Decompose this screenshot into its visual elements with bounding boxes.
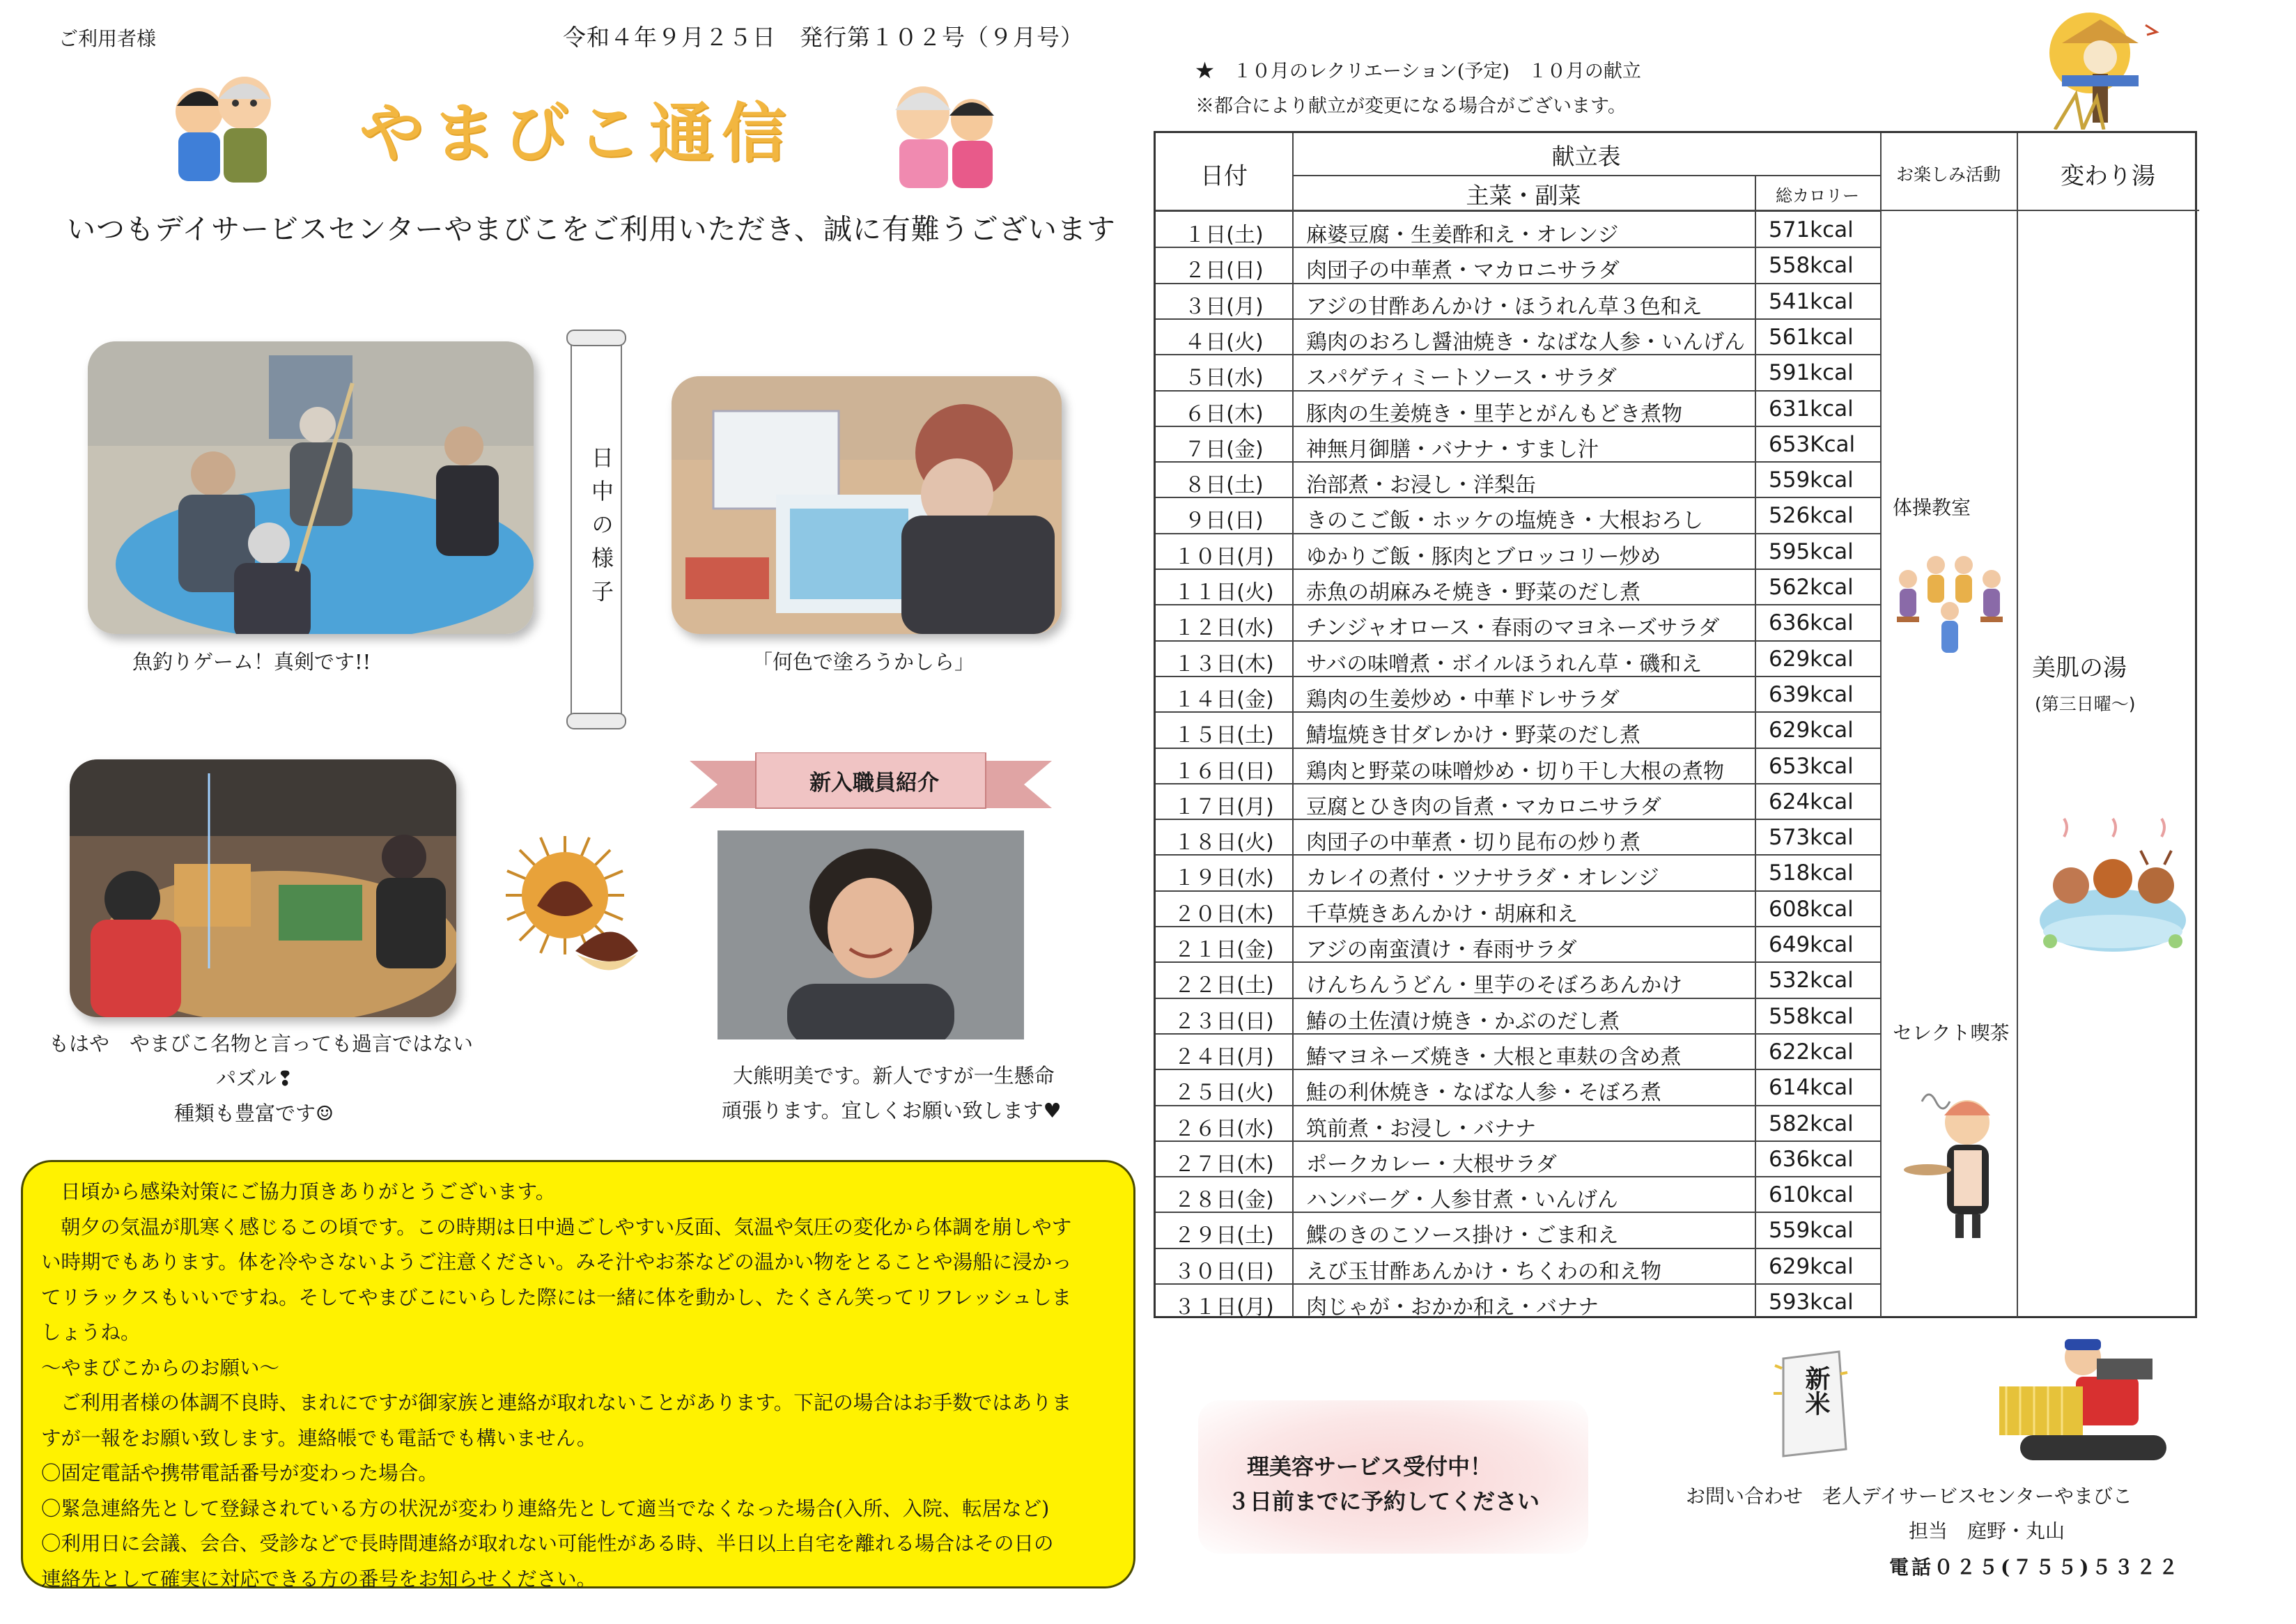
- menu-row-dish: 鯖塩焼き甘ダレかけ・野菜のだし煮: [1306, 723, 1640, 748]
- column-header-activity: お楽しみ活動: [1895, 164, 2001, 185]
- staff-intro-line1: 大熊明美です。新人ですが一生懸命: [733, 1064, 1055, 1088]
- notice-line: 〜やまびこからのお願い〜: [41, 1356, 280, 1379]
- menu-row-kcal: 562kcal: [1769, 575, 1854, 600]
- menu-row-date: １９日(水): [1174, 866, 1274, 891]
- menu-row-date: １１日(火): [1174, 580, 1274, 605]
- menu-row-kcal: 526kcal: [1769, 503, 1854, 529]
- menu-row-dish: アジの甘酢あんかけ・ほうれん草３色和え: [1306, 294, 1702, 319]
- menu-row-date: ５日(水): [1184, 366, 1264, 391]
- notice-line: しょうね。: [41, 1321, 141, 1344]
- menu-row-date: ２４日(月): [1174, 1044, 1274, 1069]
- menu-row-kcal: 595kcal: [1769, 539, 1854, 564]
- bath-note: (第三日曜〜): [2035, 694, 2136, 714]
- menu-row-kcal: 593kcal: [1769, 1290, 1854, 1315]
- notice-line: ご利用者様の体調不良時、まれにですが御家族と連絡が取れないことがあります。下記の場合はお手数ではありま: [61, 1391, 1072, 1414]
- recipient-label: ご利用者様: [59, 27, 157, 50]
- menu-row-kcal: 653Kcal: [1769, 431, 1856, 457]
- menu-row-dish: 豚肉の生姜焼き・里芋とがんもどき煮物: [1306, 401, 1682, 426]
- menu-row-kcal: 639kcal: [1769, 681, 1854, 707]
- notice-line: てリラックスもいいですね。そしてやまびこにいらした際には一緒に体を動かし、たくさん笑ってリフレッシュしま: [41, 1285, 1072, 1309]
- menu-row-dish: 筑前煮・お浸し・バナナ: [1306, 1116, 1536, 1141]
- notice-box: [21, 1160, 1135, 1591]
- menu-table: [1154, 131, 2197, 1318]
- menu-row-date: ２６日(水): [1174, 1116, 1274, 1141]
- chestnut-illustration: [499, 829, 659, 989]
- column-header-menu: 献立表: [1551, 143, 1621, 170]
- photo-coloring: [672, 376, 1062, 634]
- menu-row-kcal: 559kcal: [1769, 467, 1854, 493]
- menu-row-dish: ゆかりご飯・豚肉とブロッコリー炒め: [1306, 544, 1661, 569]
- bath-name: 美肌の湯: [2032, 654, 2127, 682]
- notice-line: 〇利用日に会議、会合、受診などで長時間連絡が取れない可能性がある時、半日以上自宅を離れる場合はその日の: [41, 1532, 1054, 1555]
- menu-row-kcal: 614kcal: [1769, 1075, 1854, 1101]
- staff-intro-line2: 頑張ります。宜しくお願い致します♥: [722, 1099, 1062, 1122]
- menu-row-dish: チンジャオロース・春雨のマヨネーズサラダ: [1306, 616, 1720, 641]
- menu-row-dish: 鰆マヨネーズ焼き・大根と車麸の含め煮: [1306, 1044, 1682, 1069]
- elderly-women-right-illustration: [874, 70, 1007, 188]
- menu-row-kcal: 653kcal: [1769, 753, 1854, 779]
- menu-row-date: ２８日(金): [1174, 1188, 1274, 1213]
- menu-row-date: ２０日(木): [1174, 902, 1274, 927]
- photo-fishing-game: [88, 341, 534, 634]
- menu-row-date: １日(土): [1184, 223, 1264, 247]
- menu-row-date: ２３日(日): [1174, 1009, 1274, 1034]
- menu-row-date: ４日(火): [1184, 330, 1264, 355]
- hot-spring-animals-illustration: [2036, 816, 2189, 955]
- menu-row-kcal: 649kcal: [1769, 932, 1854, 957]
- menu-row-kcal: 558kcal: [1769, 253, 1854, 279]
- menu-row-date: ８日(土): [1184, 473, 1264, 498]
- menu-row-kcal: 636kcal: [1769, 610, 1854, 636]
- menu-row-kcal: 629kcal: [1769, 646, 1854, 672]
- menu-row-dish: 鰈のきのこソース掛け・ごま和え: [1306, 1223, 1619, 1248]
- column-header-dish: 主菜・副菜: [1466, 182, 1581, 209]
- notice-line: 日頃から感染対策にご協力頂きありがとうございます。: [61, 1180, 556, 1203]
- menu-row-kcal: 629kcal: [1769, 718, 1854, 743]
- menu-row-date: ６日(木): [1184, 401, 1264, 426]
- contact-line2: 担当 庭野・丸山: [1909, 1519, 2065, 1542]
- notice-line: すが一報をお願い致します。連絡帳でも電話でも構いません。: [41, 1426, 597, 1450]
- menu-row-date: ２９日(土): [1174, 1223, 1274, 1248]
- menu-row-kcal: 622kcal: [1769, 1039, 1854, 1065]
- menu-row-kcal: 608kcal: [1769, 896, 1854, 922]
- menu-row-kcal: 610kcal: [1769, 1182, 1854, 1208]
- column-header-kcal: 総カロリー: [1776, 186, 1859, 206]
- photo3-caption-line2: パズル❢: [216, 1067, 294, 1090]
- photo3-caption-line1: もはや やまびこ名物と言っても過言ではない: [49, 1032, 474, 1055]
- recreation-heading: ★ １０月のレクリエーション(予定) １０月の献立: [1195, 61, 1641, 82]
- menu-row-date: ７日(金): [1184, 437, 1264, 462]
- activity-select-cafe: セレクト喫茶: [1893, 1021, 2010, 1044]
- exercise-group-illustration: [1887, 544, 2012, 670]
- menu-row-dish: けんちんうどん・里芋のそぼろあんかけ: [1306, 973, 1682, 998]
- menu-row-dish: アジの南蛮漬け・春雨サラダ: [1306, 938, 1577, 962]
- menu-row-dish: サバの味噌煮・ボイルほうれん草・磯和え: [1306, 651, 1702, 676]
- menu-row-dish: 赤魚の胡麻みそ焼き・野菜のだし煮: [1306, 580, 1640, 605]
- menu-row-kcal: 631kcal: [1769, 396, 1854, 422]
- menu-row-date: ３日(月): [1184, 294, 1264, 319]
- notice-line: 〇固定電話や携帯電話番号が変わった場合。: [41, 1462, 438, 1485]
- menu-row-dish: 鶏肉のおろし醤油焼き・なばな人参・いんげん: [1306, 330, 1745, 355]
- photo2-caption: 「何色で塗ろうかしら」: [752, 650, 975, 674]
- menu-row-dish: 鰆の土佐漬け焼き・かぶのだし煮: [1306, 1009, 1620, 1034]
- menu-row-dish: 治部煮・お浸し・洋梨缶: [1306, 473, 1536, 498]
- menu-row-date: ２２日(土): [1174, 973, 1274, 998]
- menu-row-date: １６日(日): [1174, 759, 1274, 784]
- contact-phone: 電話０２５(７５５)５３２２: [1889, 1556, 2181, 1579]
- staff-photo: [718, 830, 1024, 1039]
- salon-notice-line2: ３日前までに予約してください: [1227, 1488, 1540, 1515]
- menu-row-kcal: 624kcal: [1769, 789, 1854, 814]
- menu-row-dish: えび玉甘酢あんかけ・ちくわの和え物: [1306, 1259, 1661, 1284]
- menu-row-date: １３日(木): [1174, 651, 1274, 676]
- photo3-caption-line3: 種類も豊富です☺: [174, 1101, 334, 1125]
- notice-line: 連絡先として確実に対応できる方の番号をお知らせください。: [41, 1567, 597, 1591]
- menu-row-dish: ハンバーグ・人参甘煮・いんげん: [1306, 1188, 1618, 1213]
- menu-row-date: ２１日(金): [1174, 938, 1274, 962]
- scarecrow-illustration: [2034, 11, 2166, 130]
- daytime-banner-text: 日中の様子: [588, 446, 614, 613]
- menu-row-date: １２日(水): [1174, 616, 1274, 641]
- menu-row-kcal: 541kcal: [1769, 288, 1854, 314]
- menu-row-date: ９日(日): [1184, 509, 1264, 534]
- menu-row-dish: 豆腐とひき肉の旨煮・マカロニサラダ: [1306, 794, 1661, 819]
- photo-puzzle: [70, 759, 456, 1017]
- greeting-text: いつもデイサービスセンターやまびこをご利用いただき、誠に有難うございます: [67, 212, 1116, 246]
- menu-row-date: ３０日(日): [1174, 1259, 1274, 1284]
- notice-line: い時期でもあります。体を冷やさないようご注意ください。みそ汁やお茶などの温かい物をとることや湯船に浸かっ: [41, 1251, 1072, 1274]
- photo1-caption: 魚釣りゲーム！真剣です!!: [132, 650, 371, 674]
- menu-row-date: ２７日(木): [1174, 1152, 1274, 1177]
- new-staff-ribbon-label: 新入職員紹介: [809, 771, 939, 796]
- menu-row-kcal: 582kcal: [1769, 1111, 1854, 1136]
- harvester-illustration: [1992, 1331, 2173, 1470]
- notice-line: 〇緊急連絡先として登録されている方の状況が変わり連絡先として適当でなくなった場合(入所、入院、転居など): [41, 1497, 1050, 1520]
- menu-row-dish: 肉団子の中華煮・マカロニサラダ: [1306, 258, 1620, 284]
- menu-row-kcal: 591kcal: [1769, 360, 1854, 386]
- menu-row-kcal: 636kcal: [1769, 1146, 1854, 1172]
- issue-info: 令和４年９月２５日 発行第１０２号（９月号）: [563, 24, 1084, 51]
- menu-row-dish: 神無月御膳・バナナ・すまし汁: [1306, 437, 1599, 462]
- menu-row-kcal: 571kcal: [1769, 217, 1854, 242]
- menu-row-dish: 鶏肉の生姜炒め・中華ドレサラダ: [1306, 687, 1620, 712]
- menu-row-dish: 肉じゃが・おかか和え・バナナ: [1306, 1295, 1599, 1320]
- menu-row-dish: スパゲティミートソース・サラダ: [1306, 366, 1617, 391]
- notice-line: 朝夕の気温が肌寒く感じるこの頃です。この時期は日中過ごしやすい反面、気温や気圧の変化から体調を崩しやす: [61, 1215, 1072, 1239]
- menu-row-date: ２日(日): [1184, 258, 1264, 284]
- menu-row-date: １８日(火): [1174, 830, 1274, 856]
- cafe-waitress-illustration: [1894, 1081, 2012, 1241]
- column-header-bath: 変わり湯: [2061, 162, 2155, 190]
- column-header-date: 日付: [1200, 162, 1248, 190]
- newsletter-title: やまびこ通信: [359, 96, 795, 171]
- menu-row-kcal: 561kcal: [1769, 324, 1854, 350]
- menu-row-dish: ポークカレー・大根サラダ: [1306, 1152, 1557, 1177]
- menu-row-kcal: 629kcal: [1769, 1253, 1854, 1279]
- menu-row-dish: 肉団子の中華煮・切り昆布の炒り煮: [1306, 830, 1640, 856]
- menu-row-date: １５日(土): [1174, 723, 1274, 748]
- menu-row-kcal: 558kcal: [1769, 1003, 1854, 1029]
- menu-row-date: １７日(月): [1174, 794, 1274, 819]
- menu-change-note: ※都合により献立が変更になる場合がございます。: [1195, 95, 1627, 117]
- menu-row-date: ２５日(火): [1174, 1081, 1274, 1106]
- menu-row-kcal: 573kcal: [1769, 825, 1854, 851]
- menu-row-date: １４日(金): [1174, 687, 1274, 712]
- contact-line1: お問い合わせ 老人デイサービスセンターやまびこ: [1686, 1485, 2132, 1508]
- menu-row-dish: 千草焼きあんかけ・胡麻和え: [1306, 902, 1578, 927]
- menu-row-dish: 鮭の利休焼き・なばな人参・そぼろ煮: [1306, 1081, 1661, 1106]
- menu-row-dish: 麻婆豆腐・生姜酢和え・オレンジ: [1306, 223, 1619, 247]
- menu-row-kcal: 559kcal: [1769, 1218, 1854, 1244]
- menu-row-kcal: 518kcal: [1769, 860, 1854, 886]
- salon-notice-line1: 理美容サービス受付中！: [1247, 1453, 1493, 1480]
- menu-row-dish: カレイの煮付・ツナサラダ・オレンジ: [1306, 866, 1659, 891]
- menu-row-date: ３１日(月): [1174, 1295, 1274, 1320]
- new-rice-label: 新米: [1801, 1366, 1830, 1416]
- menu-row-kcal: 532kcal: [1769, 968, 1854, 993]
- activity-exercise-class: 体操教室: [1893, 496, 1971, 519]
- menu-row-dish: 鶏肉と野菜の味噌炒め・切り干し大根の煮物: [1306, 759, 1724, 784]
- menu-row-dish: きのこご飯・ホッケの塩焼き・大根おろし: [1306, 509, 1703, 534]
- elderly-couple-left-illustration: [150, 63, 290, 188]
- menu-row-date: １０日(月): [1174, 544, 1274, 569]
